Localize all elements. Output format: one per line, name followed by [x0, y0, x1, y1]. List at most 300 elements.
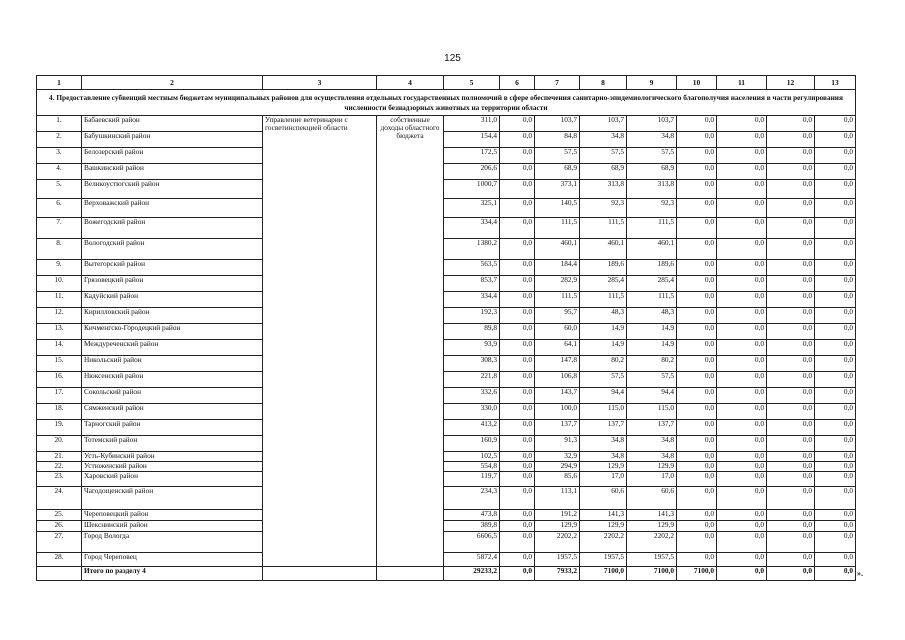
value-cell: 473,8 — [444, 510, 500, 521]
value-cell: 0,0 — [677, 164, 717, 180]
value-cell: 147,8 — [535, 356, 580, 372]
table-row — [37, 148, 856, 164]
value-cell: 0,0 — [767, 521, 815, 532]
value-cell: 0,0 — [767, 372, 815, 388]
column-number: 5 — [444, 76, 500, 90]
value-cell: 0,0 — [767, 452, 815, 462]
value-cell: 0,0 — [717, 260, 767, 276]
value-cell: 2202,2 — [535, 532, 580, 553]
value-cell: 0,0 — [767, 340, 815, 356]
value-cell: 0,0 — [767, 308, 815, 324]
empty-cell — [263, 567, 377, 581]
value-cell: 0,0 — [500, 510, 535, 521]
value-cell: 311,0 — [444, 116, 500, 132]
value-cell: 460,1 — [580, 239, 627, 260]
value-cell: 0,0 — [677, 404, 717, 420]
table-row — [37, 324, 856, 340]
value-cell: 0,0 — [767, 199, 815, 218]
value-cell: 172,5 — [444, 148, 500, 164]
value-cell: 0,0 — [500, 340, 535, 356]
row-number: 14. — [37, 340, 82, 356]
row-number: 15. — [37, 356, 82, 372]
value-cell: 0,0 — [677, 487, 717, 510]
value-cell: 92,3 — [580, 199, 627, 218]
row-number: 21. — [37, 452, 82, 462]
value-cell: 0,0 — [815, 532, 856, 553]
total-value-cell: 7100,0 — [580, 567, 627, 581]
value-cell: 0,0 — [717, 487, 767, 510]
row-number: 6. — [37, 199, 82, 218]
value-cell: 111,5 — [580, 218, 627, 239]
row-number: 11. — [37, 292, 82, 308]
row-number: 1. — [37, 116, 82, 132]
value-cell: 0,0 — [815, 388, 856, 404]
table-row — [37, 260, 856, 276]
value-cell: 285,4 — [627, 276, 677, 292]
value-cell: 137,7 — [627, 420, 677, 436]
value-cell: 0,0 — [815, 164, 856, 180]
value-cell: 0,0 — [717, 239, 767, 260]
district-name: Вожегодский район — [82, 218, 263, 239]
value-cell: 0,0 — [717, 148, 767, 164]
value-cell: 85,6 — [535, 472, 580, 487]
empty-cell — [377, 567, 444, 581]
value-cell: 0,0 — [815, 436, 856, 452]
value-cell: 0,0 — [677, 199, 717, 218]
value-cell: 0,0 — [677, 553, 717, 567]
value-cell: 154,4 — [444, 132, 500, 148]
value-cell: 2202,2 — [580, 532, 627, 553]
subvention-table — [36, 75, 856, 581]
district-name: Череповецкий район — [82, 510, 263, 521]
value-cell: 34,8 — [580, 132, 627, 148]
value-cell: 0,0 — [717, 116, 767, 132]
total-row — [37, 567, 856, 581]
value-cell: 0,0 — [815, 292, 856, 308]
value-cell: 119,7 — [444, 472, 500, 487]
value-cell: 334,4 — [444, 292, 500, 308]
value-cell: 0,0 — [815, 472, 856, 487]
value-cell: 0,0 — [767, 260, 815, 276]
table-row — [37, 388, 856, 404]
table-row — [37, 420, 856, 436]
table-row — [37, 180, 856, 199]
value-cell: 0,0 — [500, 132, 535, 148]
value-cell: 34,8 — [580, 436, 627, 452]
value-cell: 0,0 — [767, 436, 815, 452]
row-number: 16. — [37, 372, 82, 388]
value-cell: 0,0 — [677, 260, 717, 276]
total-value-cell: 7100,0 — [677, 567, 717, 581]
value-cell: 0,0 — [677, 324, 717, 340]
value-cell: 0,0 — [767, 462, 815, 472]
section-title: 4. Предоставление субвенций местным бюджетам муниципальных районов для осуществления отдельных государственных полномочий в сфере обеспечения санитарно-эпидемиологического благополучия населения в части регулирования численности безнадзорных животных на территории области — [37, 90, 856, 116]
district-name: Устюженский район — [82, 462, 263, 472]
value-cell: 0,0 — [815, 324, 856, 340]
column-number: 4 — [377, 76, 444, 90]
value-cell: 308,3 — [444, 356, 500, 372]
row-number: 4. — [37, 164, 82, 180]
table-row — [37, 116, 856, 132]
district-name: Бабушкинский район — [82, 132, 263, 148]
value-cell: 0,0 — [767, 180, 815, 199]
value-cell: 0,0 — [815, 356, 856, 372]
table-row — [37, 521, 856, 532]
value-cell: 325,1 — [444, 199, 500, 218]
row-number: 7. — [37, 218, 82, 239]
value-cell: 0,0 — [767, 132, 815, 148]
column-number: 1 — [37, 76, 82, 90]
table-row — [37, 292, 856, 308]
value-cell: 48,3 — [580, 308, 627, 324]
district-name: Тарногский район — [82, 420, 263, 436]
value-cell: 189,6 — [580, 260, 627, 276]
value-cell: 0,0 — [815, 510, 856, 521]
value-cell: 0,0 — [815, 276, 856, 292]
value-cell: 57,5 — [580, 148, 627, 164]
value-cell: 184,4 — [535, 260, 580, 276]
value-cell: 57,5 — [627, 148, 677, 164]
total-value-cell: 0,0 — [815, 567, 856, 581]
value-cell: 103,7 — [580, 116, 627, 132]
value-cell: 0,0 — [677, 292, 717, 308]
value-cell: 0,0 — [500, 260, 535, 276]
value-cell: 0,0 — [815, 340, 856, 356]
table-row — [37, 404, 856, 420]
value-cell: 191,2 — [535, 510, 580, 521]
empty-cell — [37, 567, 82, 581]
table-row — [37, 532, 856, 553]
table-row — [37, 340, 856, 356]
table-row — [37, 436, 856, 452]
value-cell: 0,0 — [717, 420, 767, 436]
value-cell: 113,1 — [535, 487, 580, 510]
value-cell: 0,0 — [500, 324, 535, 340]
column-number: 6 — [500, 76, 535, 90]
value-cell: 0,0 — [815, 116, 856, 132]
table-row — [37, 218, 856, 239]
value-cell: 80,2 — [580, 356, 627, 372]
value-cell: 0,0 — [677, 308, 717, 324]
value-cell: 14,9 — [580, 324, 627, 340]
value-cell: 0,0 — [717, 404, 767, 420]
total-value-cell: 0,0 — [500, 567, 535, 581]
value-cell: 89,8 — [444, 324, 500, 340]
value-cell: 0,0 — [677, 148, 717, 164]
district-name: Город Череповец — [82, 553, 263, 567]
value-cell: 0,0 — [815, 260, 856, 276]
value-cell: 141,3 — [627, 510, 677, 521]
value-cell: 0,0 — [767, 532, 815, 553]
value-cell: 115,0 — [580, 404, 627, 420]
value-cell: 0,0 — [717, 292, 767, 308]
value-cell: 129,9 — [580, 462, 627, 472]
value-cell: 129,9 — [535, 521, 580, 532]
value-cell: 0,0 — [815, 199, 856, 218]
value-cell: 140,5 — [535, 199, 580, 218]
value-cell: 0,0 — [500, 472, 535, 487]
value-cell: 0,0 — [500, 553, 535, 567]
value-cell: 0,0 — [500, 436, 535, 452]
value-cell: 80,2 — [627, 356, 677, 372]
row-number: 10. — [37, 276, 82, 292]
value-cell: 111,5 — [627, 292, 677, 308]
value-cell: 221,8 — [444, 372, 500, 388]
value-cell: 0,0 — [815, 218, 856, 239]
table-row — [37, 372, 856, 388]
value-cell: 1380,2 — [444, 239, 500, 260]
value-cell: 0,0 — [767, 116, 815, 132]
value-cell: 60,6 — [580, 487, 627, 510]
value-cell: 2202,2 — [627, 532, 677, 553]
row-number: 20. — [37, 436, 82, 452]
value-cell: 0,0 — [500, 388, 535, 404]
value-cell: 94,4 — [627, 388, 677, 404]
value-cell: 0,0 — [677, 436, 717, 452]
row-number: 23. — [37, 472, 82, 487]
value-cell: 0,0 — [767, 420, 815, 436]
value-cell: 0,0 — [500, 199, 535, 218]
value-cell: 206,6 — [444, 164, 500, 180]
value-cell: 554,8 — [444, 462, 500, 472]
value-cell: 0,0 — [717, 132, 767, 148]
value-cell: 0,0 — [677, 276, 717, 292]
value-cell: 111,5 — [535, 218, 580, 239]
table-row — [37, 239, 856, 260]
value-cell: 0,0 — [815, 404, 856, 420]
value-cell: 0,0 — [500, 148, 535, 164]
value-cell: 373,1 — [535, 180, 580, 199]
value-cell: 0,0 — [500, 521, 535, 532]
district-name: Верховажский район — [82, 199, 263, 218]
row-number: 24. — [37, 487, 82, 510]
value-cell: 0,0 — [677, 420, 717, 436]
value-cell: 93,9 — [444, 340, 500, 356]
value-cell: 14,9 — [580, 340, 627, 356]
value-cell: 0,0 — [815, 420, 856, 436]
value-cell: 103,7 — [535, 116, 580, 132]
value-cell: 0,0 — [500, 239, 535, 260]
value-cell: 0,0 — [815, 148, 856, 164]
total-value-cell: 0,0 — [767, 567, 815, 581]
total-value-cell: 0,0 — [717, 567, 767, 581]
table-row — [37, 356, 856, 372]
value-cell: 0,0 — [717, 452, 767, 462]
value-cell: 129,9 — [627, 521, 677, 532]
column-number: 7 — [535, 76, 580, 90]
value-cell: 285,4 — [580, 276, 627, 292]
value-cell: 0,0 — [815, 308, 856, 324]
value-cell: 0,0 — [767, 218, 815, 239]
column-number: 3 — [263, 76, 377, 90]
value-cell: 389,8 — [444, 521, 500, 532]
table-row — [37, 553, 856, 567]
value-cell: 192,3 — [444, 308, 500, 324]
value-cell: 129,9 — [580, 521, 627, 532]
column-number: 8 — [580, 76, 627, 90]
district-name: Белозерский район — [82, 148, 263, 164]
value-cell: 0,0 — [677, 472, 717, 487]
value-cell: 141,3 — [580, 510, 627, 521]
value-cell: 0,0 — [767, 388, 815, 404]
column-number: 12 — [767, 76, 815, 90]
value-cell: 0,0 — [815, 239, 856, 260]
total-value-cell: 7933,2 — [535, 567, 580, 581]
column-number: 11 — [717, 76, 767, 90]
value-cell: 0,0 — [815, 180, 856, 199]
page-number: 125 — [444, 53, 461, 64]
value-cell: 0,0 — [767, 472, 815, 487]
value-cell: 111,5 — [627, 218, 677, 239]
value-cell: 0,0 — [677, 532, 717, 553]
table-row — [37, 132, 856, 148]
row-number: 3. — [37, 148, 82, 164]
value-cell: 14,9 — [627, 324, 677, 340]
value-cell: 0,0 — [717, 276, 767, 292]
value-cell: 100,0 — [535, 404, 580, 420]
row-number: 2. — [37, 132, 82, 148]
responsible-executor: Управление ветеринарии с госветинспекцией области — [263, 116, 377, 567]
value-cell: 57,5 — [535, 148, 580, 164]
value-cell: 0,0 — [815, 372, 856, 388]
value-cell: 334,4 — [444, 218, 500, 239]
value-cell: 1000,7 — [444, 180, 500, 199]
table-row — [37, 462, 856, 472]
table-row — [37, 472, 856, 487]
value-cell: 1957,5 — [627, 553, 677, 567]
value-cell: 0,0 — [717, 324, 767, 340]
value-cell: 0,0 — [500, 372, 535, 388]
value-cell: 0,0 — [677, 132, 717, 148]
value-cell: 0,0 — [500, 276, 535, 292]
value-cell: 91,3 — [535, 436, 580, 452]
value-cell: 0,0 — [717, 510, 767, 521]
value-cell: 294,9 — [535, 462, 580, 472]
value-cell: 0,0 — [767, 148, 815, 164]
value-cell: 143,7 — [535, 388, 580, 404]
table-row — [37, 308, 856, 324]
value-cell: 0,0 — [677, 116, 717, 132]
value-cell: 0,0 — [500, 532, 535, 553]
value-cell: 34,8 — [627, 436, 677, 452]
value-cell: 111,5 — [580, 292, 627, 308]
value-cell: 103,7 — [627, 116, 677, 132]
district-name: Вашкинский район — [82, 164, 263, 180]
value-cell: 0,0 — [767, 276, 815, 292]
value-cell: 0,0 — [767, 164, 815, 180]
trailing-mark: ». — [857, 568, 863, 578]
value-cell: 563,5 — [444, 260, 500, 276]
value-cell: 0,0 — [677, 356, 717, 372]
district-name: Сокольский район — [82, 388, 263, 404]
district-name: Шекснинский район — [82, 521, 263, 532]
value-cell: 0,0 — [717, 521, 767, 532]
district-name: Сямженский район — [82, 404, 263, 420]
value-cell: 332,6 — [444, 388, 500, 404]
district-name: Вытегорский район — [82, 260, 263, 276]
value-cell: 115,0 — [627, 404, 677, 420]
district-name: Грязовецкий район — [82, 276, 263, 292]
value-cell: 0,0 — [767, 239, 815, 260]
value-cell: 94,4 — [580, 388, 627, 404]
value-cell: 34,8 — [627, 132, 677, 148]
value-cell: 0,0 — [677, 180, 717, 199]
value-cell: 5872,4 — [444, 553, 500, 567]
value-cell: 0,0 — [815, 521, 856, 532]
value-cell: 234,3 — [444, 487, 500, 510]
value-cell: 0,0 — [717, 388, 767, 404]
value-cell: 0,0 — [767, 553, 815, 567]
value-cell: 34,8 — [627, 452, 677, 462]
value-cell: 0,0 — [767, 487, 815, 510]
value-cell: 84,8 — [535, 132, 580, 148]
row-number: 8. — [37, 239, 82, 260]
value-cell: 6606,5 — [444, 532, 500, 553]
column-number: 10 — [677, 76, 717, 90]
value-cell: 0,0 — [677, 340, 717, 356]
value-cell: 0,0 — [717, 218, 767, 239]
value-cell: 92,3 — [627, 199, 677, 218]
value-cell: 0,0 — [717, 472, 767, 487]
row-number: 19. — [37, 420, 82, 436]
row-number: 22. — [37, 462, 82, 472]
district-name: Чагодощенский район — [82, 487, 263, 510]
value-cell: 0,0 — [677, 388, 717, 404]
value-cell: 0,0 — [717, 462, 767, 472]
column-number: 2 — [82, 76, 263, 90]
value-cell: 68,9 — [627, 164, 677, 180]
value-cell: 0,0 — [767, 404, 815, 420]
value-cell: 32,9 — [535, 452, 580, 462]
value-cell: 189,6 — [627, 260, 677, 276]
district-name: Междуреченский район — [82, 340, 263, 356]
district-name: Вологодский район — [82, 239, 263, 260]
value-cell: 0,0 — [500, 180, 535, 199]
district-name: Кичменгско-Городецкий район — [82, 324, 263, 340]
value-cell: 106,8 — [535, 372, 580, 388]
row-number: 27. — [37, 532, 82, 553]
value-cell: 17,0 — [627, 472, 677, 487]
value-cell: 413,2 — [444, 420, 500, 436]
row-number: 5. — [37, 180, 82, 199]
value-cell: 1957,5 — [535, 553, 580, 567]
row-number: 18. — [37, 404, 82, 420]
value-cell: 57,5 — [580, 372, 627, 388]
value-cell: 0,0 — [717, 199, 767, 218]
value-cell: 0,0 — [500, 356, 535, 372]
value-cell: 57,5 — [627, 372, 677, 388]
value-cell: 64,1 — [535, 340, 580, 356]
value-cell: 0,0 — [500, 420, 535, 436]
value-cell: 0,0 — [767, 324, 815, 340]
value-cell: 0,0 — [500, 487, 535, 510]
total-value-cell: 7100,0 — [627, 567, 677, 581]
value-cell: 313,8 — [580, 180, 627, 199]
value-cell: 0,0 — [717, 436, 767, 452]
column-number: 13 — [815, 76, 856, 90]
row-number: 12. — [37, 308, 82, 324]
value-cell: 137,7 — [535, 420, 580, 436]
value-cell: 129,9 — [627, 462, 677, 472]
value-cell: 460,1 — [627, 239, 677, 260]
value-cell: 0,0 — [677, 239, 717, 260]
value-cell: 160,9 — [444, 436, 500, 452]
value-cell: 0,0 — [767, 356, 815, 372]
row-number: 17. — [37, 388, 82, 404]
value-cell: 0,0 — [717, 164, 767, 180]
district-name: Нюксенский район — [82, 372, 263, 388]
district-name: Усть-Кубинский район — [82, 452, 263, 462]
